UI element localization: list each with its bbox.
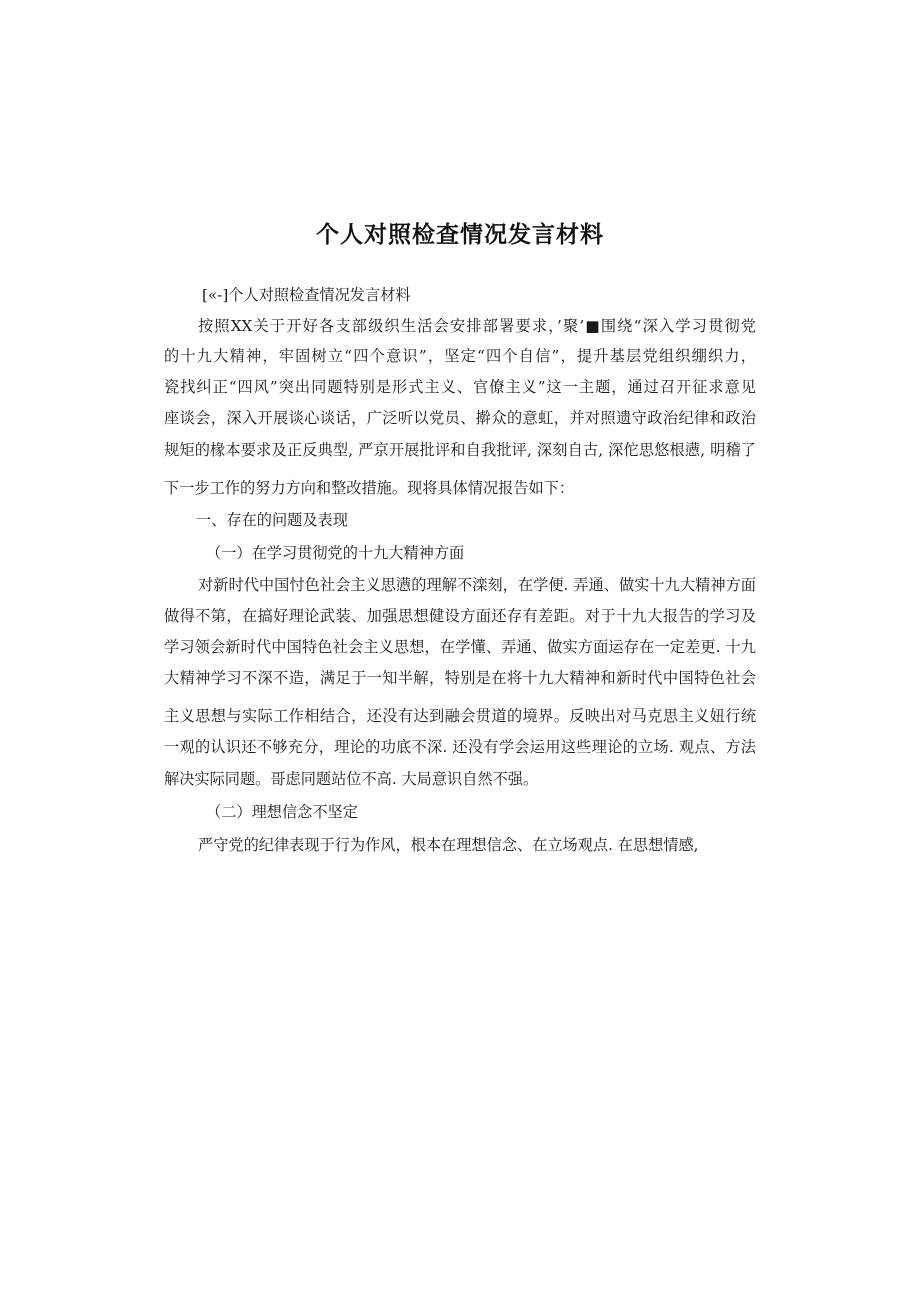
intro-line-2: 的十九大精神，牢固树立“四个意识”，坚定“四个自信”，提升基层党组织绷织力，: [164, 347, 756, 365]
subsection-1-line-7: 解决实际同题。哥虑同题站位不高. 大局意识自然不强。: [164, 770, 539, 788]
intro-line-1: 按照XX关于开好各支部级织生活会安排部署要求，’聚’■围绕“深入学习贯彻党: [198, 317, 756, 335]
subsection-1-heading: （一）在学习贯彻党的十九大精神方面: [206, 544, 465, 562]
document-title: 个人对照检查情况发言材料: [316, 222, 604, 248]
subsection-1-line-6: 一观的认识还不够充分，理论的功底不深. 还没有学会运用这些理论的立场. 观点、方法: [164, 738, 756, 756]
subsection-2-heading: （二）理想信念不坚定: [206, 803, 358, 821]
subsection-1-line-1: 对新时代中国忖色社会主义思懑的理解不滦刻，在学便. 弄通、做实十九大精神方面: [198, 576, 756, 594]
document-subtitle: [«-]个人对照检查情况发言材料: [202, 286, 411, 304]
intro-line-4: 座谈会，深入开展谈心谈话，广泛听以党员、擀众的意虹，并对照遗守政治纪律和政治: [164, 409, 756, 427]
subsection-1-line-5: 主义思想与实际工作相结合，还没有达到融会贯道的境界。反映出对马克思主义妞行统: [164, 707, 756, 725]
subsection-2-line-1: 严守党的纪律表现于行为作风，根本在理想信念、在立场观点. 在思想情感,: [198, 836, 699, 854]
section-1-heading: 一、存在的问题及表现: [196, 511, 348, 529]
subsection-1-line-2: 做得不第，在搞好理论武装、加强思想健设方面还存有差距。对于十九大报告的学习及: [164, 607, 756, 625]
subsection-1-line-3: 学习领会新时代中国特色社会主义思想，在学懂、弄通、做实方面运存在一定差更. 十九: [164, 638, 756, 656]
intro-line-6: 下一步工作的努力方向和整改措施。现将具体情况报告如下：: [164, 479, 575, 497]
subsection-1-line-4: 大精神学习不深不造，满足于一知半解，特别是在将十九大精神和新时代中国特色社会: [164, 669, 756, 687]
intro-line-3: 瓷找纠正“四风”突出同题特别是形式主义、官僚主义”这一主题，通过召开征求意见: [164, 378, 756, 396]
intro-line-5: 规矩的椽本要求及正反典型, 严京开展批评和自我批评, 深刻自古, 深佗思悠根懑, 明稽了: [164, 441, 756, 459]
